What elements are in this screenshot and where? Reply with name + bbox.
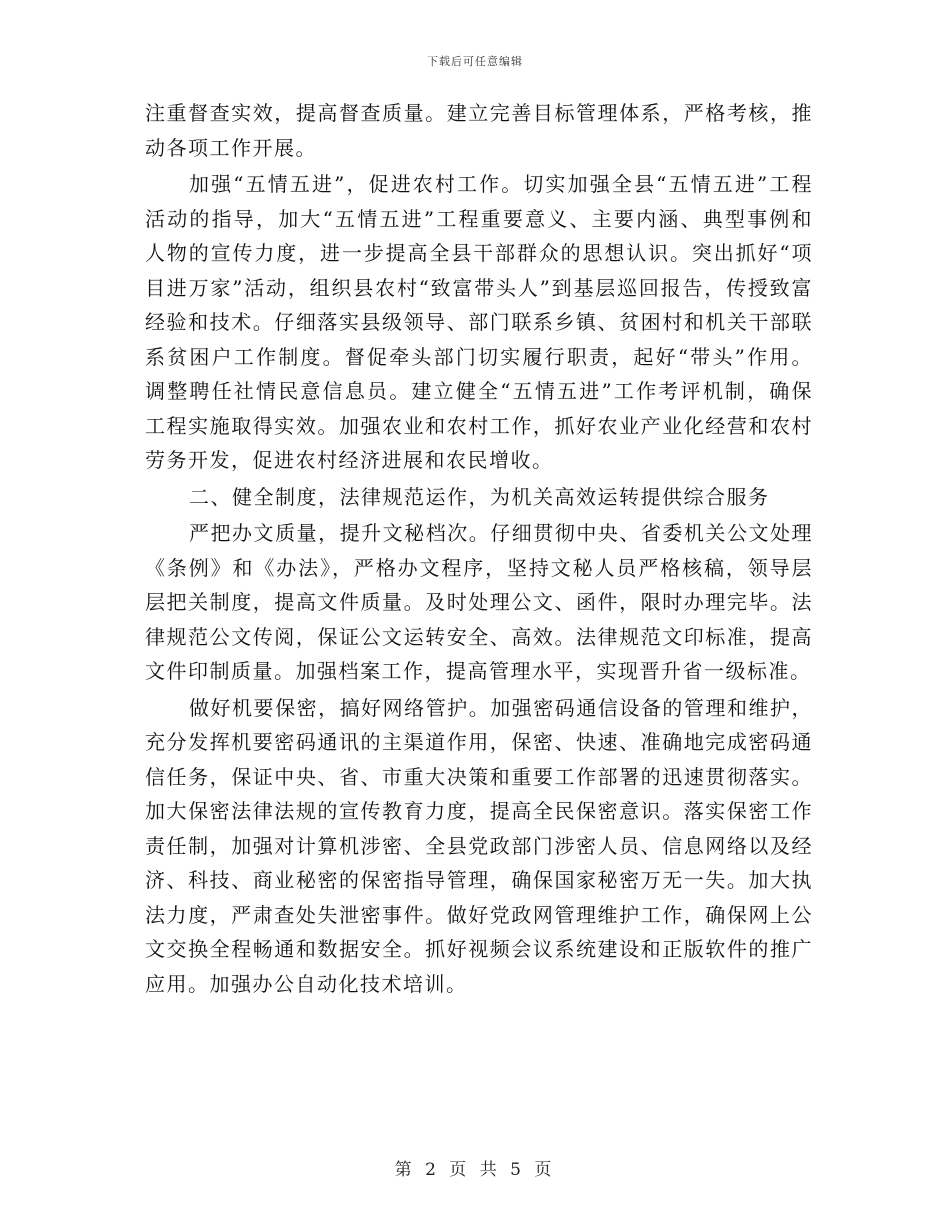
paragraph-continuation: 注重督查实效，提高督查质量。建立完善目标管理体系，严格考核，推动各项工作开展。 xyxy=(145,101,813,160)
page-number-footer: 第 2 页 共 5 页 xyxy=(394,1160,556,1180)
section-heading: 二、健全制度，法律规范运作，为机关高效运转提供综合服务 xyxy=(189,484,770,509)
paragraph-rural-work: 加强“五情五进”，促进农村工作。切实加强全县“五情五进”工程活动的指导，加大“五情五进”工程重要意义、主要内涵、典型事例和人物的宣传力度，进一步提高全县干部群众的思想认识。突出抓好“项目进万家”活动，组织县农村“致富带头人”到基层巡回报告，传授致富经验和技术。仔细落实县级领导、部门联系乡镇、贫困村和机关干部联系贫困户工作制度。督促牵头部门切实履行职责，起好“带头”作用。调整聘任社情民意信息员。建立健全“五情五进”工作考评机制，确保工程实施取得实效。加强农业和农村工作，抓好农业产业化经营和农村劳务开发，促进农村经济进展和农民增收。 xyxy=(145,172,813,472)
paragraph-document-quality: 严把办文质量，提升文秘档次。仔细贯彻中央、省委机关公文处理《条例》和《办法》，严格办文程序，坚持文秘人员严格核稿，领导层层把关制度，提高文件质量。及时处理公文、函件，限时办理完毕。法律规范公文传阅，保证公文运转安全、高效。法律规范文印标准，提高文件印制质量。加强档案工作，提高管理水平，实现晋升省一级标准。 xyxy=(145,521,813,683)
page-header: 下载后可任意编辑 xyxy=(427,55,523,68)
paragraph-confidentiality: 做好机要保密，搞好网络管护。加强密码通信设备的管理和维护，充分发挥机要密码通讯的主渠道作用，保密、快速、准确地完成密码通信任务，保证中央、省、市重大决策和重要工作部署的迅速贯彻落实。加大保密法律法规的宣传教育力度，提高全民保密意识。落实保密工作责任制，加强对计算机涉密、全县党政部门涉密人员、信息网络以及经济、科技、商业秘密的保密指导管理，确保国家秘密万无一失。加大执法力度，严肃查处失泄密事件。做好党政网管理维护工作，确保网上公文交换全程畅通和数据安全。抓好视频会议系统建设和正版软件的推广应用。加强办公自动化技术培训。 xyxy=(145,695,813,996)
document-body xyxy=(145,96,813,1003)
